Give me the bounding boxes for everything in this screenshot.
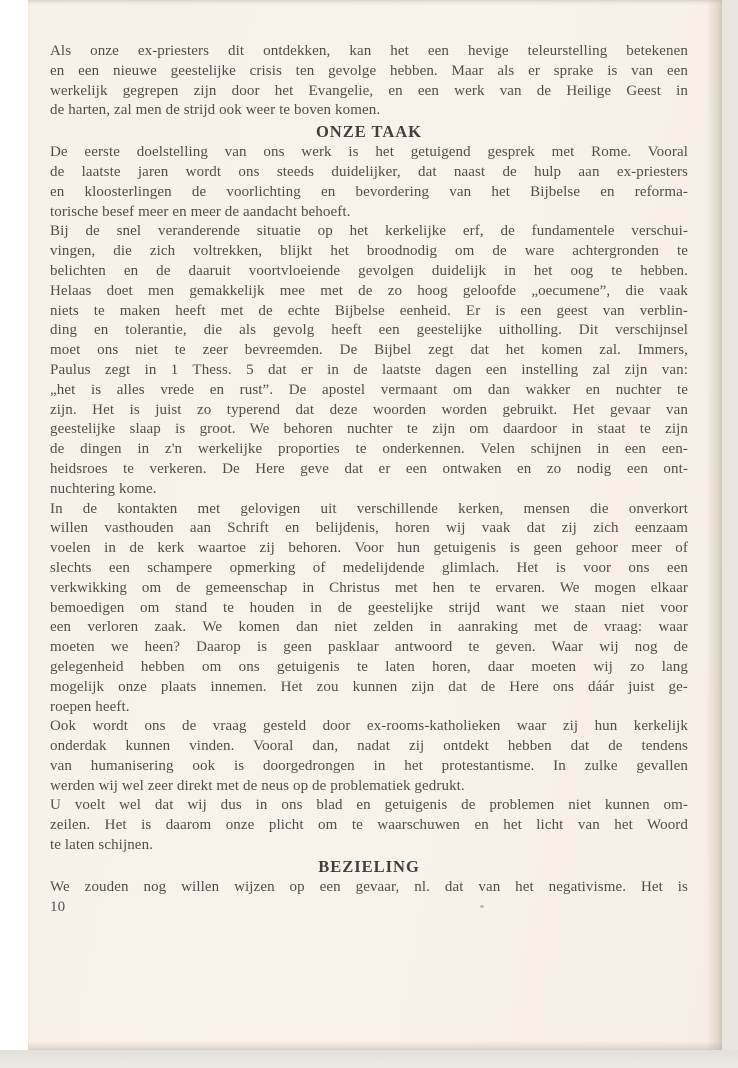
paragraph (50, 717, 688, 796)
text-line: werden wij wel zeer direkt met de neus op de problematiek gedrukt. (50, 777, 465, 794)
text-line: een verloren zaak. We komen dan niet zelden in aanraking met de vraag: waar (50, 619, 688, 636)
text-line: U voelt wel dat wij dus in ons blad en getuigenis de problemen niet kunnen om- (50, 797, 688, 814)
page-right-edge-shadow (706, 0, 722, 1050)
paragraph (50, 143, 688, 222)
scanner-margin-right (722, 0, 738, 1050)
paragraph (50, 222, 688, 499)
text-line: en kloosterlingen de voorlichting en bevordering van het Bijbelse en reforma- (50, 183, 688, 200)
text-line: Helaas doet men gemakkelijk mee met de zo hoog geloofde „oecumene”, die vaak (50, 282, 688, 299)
text-line: en een nieuwe geestelijke crisis ten gevolge hebben. Maar als er sprake is van een (50, 62, 688, 79)
text-line: zijn. Het is juist zo typerend dat deze woorden worden gebruikt. Het gevaar van (50, 401, 688, 418)
text-line: gelegenheid hebben om ons getuigenis te laten horen, daar moeten wij zo lang (50, 658, 688, 675)
text-line: willen vasthouden aan Schrift en belijdenis, horen wij vaak dat zij zich eenzaam (50, 520, 688, 537)
text-line: verkwikking om de gemeenschap in Christus met hen te ervaren. We mogen elkaar (50, 579, 688, 596)
text-line: „het is alles vrede en rust”. De apostel vermaant om dan wakker en nuchter te (50, 381, 688, 398)
text-line: werkelijk gegrepen zijn door het Evangelie, en een werk van de Heilige Geest in (50, 82, 688, 99)
paragraph (50, 796, 688, 855)
section-heading-bezieling: BEZIELING (318, 856, 420, 876)
section-heading-onze-taak: ONZE TAAK (315, 122, 423, 142)
text-line: Bij de snel veranderende situatie op het kerkelijke erf, de fundamentele verschui- (50, 223, 688, 240)
page-number: 10 (50, 898, 66, 915)
text-line: Paulus zegt in 1 Thess. 5 dat er in de laatste dagen een instelling zal zijn van: (50, 361, 688, 378)
text-line: de laatste jaren wordt ons steeds duidelijker, dat naast de hulp aan ex-priesters (50, 163, 688, 180)
text-line: van humanisering ook is doorgedrongen in het protestantisme. In zulke gevallen (50, 757, 688, 774)
intro-paragraph (50, 42, 688, 121)
text-line: zeilen. Het is daarom onze plicht om te waarschuwen en het licht van het Woord (50, 817, 688, 834)
section-body-bezieling (50, 878, 688, 898)
text-line: roepen heeft. (50, 698, 130, 715)
text-line: geestelijke slaap is groot. We behoren nuchter te zijn om daardoor in staat te zijn (50, 421, 688, 438)
text-line: vingen, die zich voltrekken, blijkt het broodnodig om de ware achtergronden te (50, 243, 688, 260)
text-line: moet ons niet te zeer bevreemden. De Bijbel zegt dat het komen zal. Immers, (50, 342, 688, 359)
text-line: heidsroes te verkeren. De Here geve dat er een ontwaken en zo nodig een ont- (50, 460, 688, 477)
text-line: moeten we heen? Daarop is geen pasklaar antwoord te geven. Waar wij nog de (50, 639, 688, 656)
text-line: nuchtering kome. (50, 480, 157, 497)
paragraph (50, 878, 688, 898)
text-line: De eerste doelstelling van ons werk is het getuigend gesprek met Rome. Vooral (50, 144, 688, 161)
text-line: belichten en de daaruit voortvloeiende gevolgen duidelijk in het oog te hebben. (50, 262, 688, 279)
text-line: voelen in de kerk waartoe zij behoren. Voor hun getuigenis is geen gehoor meer of (50, 540, 688, 557)
text-line: de dingen in z'n werkelijke proporties te onderkennen. Velen schijnen in een een- (50, 441, 688, 458)
section-body-onze-taak (50, 143, 688, 856)
page-bottom-edge-shadow (28, 1041, 722, 1050)
page-content (50, 0, 688, 917)
text-line: slechts een schampere opmerking of medelijdende glimlach. Het is voor ons een (50, 559, 688, 576)
paragraph (50, 500, 688, 718)
text-line: Als onze ex-priesters dit ontdekken, kan het een hevige teleurstelling betekenen (50, 43, 688, 59)
text-line: te laten schijnen. (50, 837, 154, 854)
scanner-margin-bottom (0, 1050, 738, 1068)
text-line: ding en tolerantie, die als gevolg heeft een geestelijke uitholling. Dit verschijnsel (50, 322, 688, 339)
text-line: de harten, zal men de strijd ook weer te boven komen. (50, 102, 381, 119)
text-line: niets te maken heeft met de echte Bijbelse eenheid. Er is een geest van verblin- (50, 302, 688, 319)
text-line: bemoedigen om stand te houden in de geestelijke strijd want we staan niet voor (50, 599, 688, 616)
text-line: mogelijk onze plaats innemen. Het zou kunnen zijn dat de Here ons dáár juist ge- (50, 678, 688, 695)
ink-speck (480, 905, 484, 908)
text-line: onderdak kunnen vinden. Vooral dan, nadat zij ontdekt hebben dat de tendens (50, 738, 688, 755)
book-page (28, 0, 722, 1050)
text-line: In de kontakten met gelovigen uit verschillende kerken, mensen die onverkort (50, 500, 688, 517)
text-line: torische besef meer en meer de aandacht behoeft. (50, 203, 351, 220)
text-line: We zouden nog willen wijzen op een gevaar, nl. dat van het negativisme. Het is (50, 878, 688, 895)
text-line: Ook wordt ons de vraag gesteld door ex-rooms-katholieken waar zij hun kerkelijk (50, 718, 688, 735)
